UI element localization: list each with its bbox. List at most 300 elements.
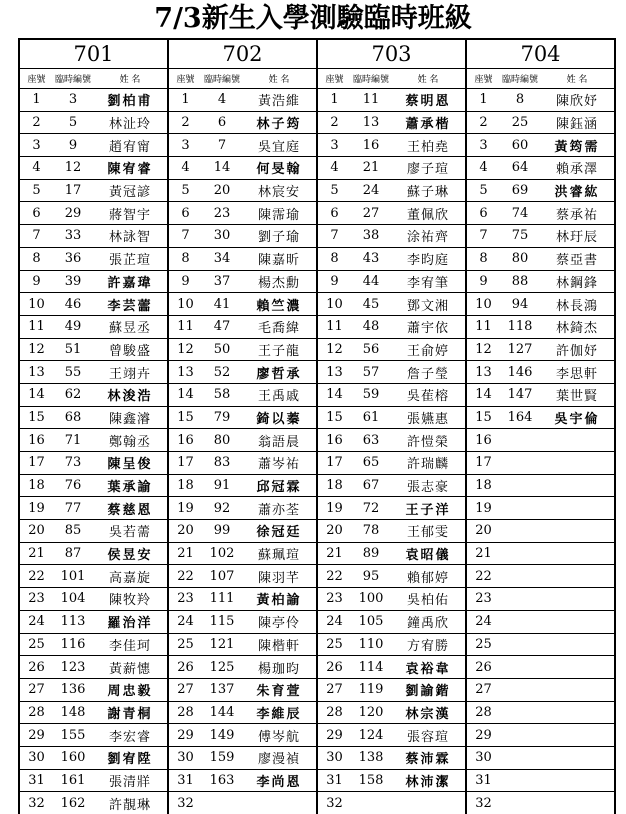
- temp-id: 21: [351, 157, 391, 180]
- page-title: 7/3新生入學測驗臨時班級: [154, 3, 472, 34]
- temp-id: [500, 633, 540, 656]
- student-name: 羅治洋: [93, 610, 168, 633]
- student-name: 楊杰勳: [242, 270, 317, 293]
- temp-id: 89: [351, 542, 391, 565]
- seat-number: 20: [19, 520, 53, 543]
- student-name: 徐冠廷: [242, 520, 317, 543]
- temp-id: 158: [351, 769, 391, 792]
- seat-number: 30: [466, 746, 500, 769]
- temp-id-header: 臨時編號: [53, 69, 93, 89]
- student-name: 葉世賢: [540, 383, 615, 406]
- temp-id: [500, 565, 540, 588]
- student-name: 謝青桐: [93, 701, 168, 724]
- student-name: 陳欣妤: [540, 89, 615, 112]
- student-name: 劉柏甫: [93, 89, 168, 112]
- student-name: 蕭承楷: [391, 111, 466, 134]
- student-name: 蔡明恩: [391, 89, 466, 112]
- table-row: [19, 89, 615, 112]
- name-header: 姓 名: [391, 69, 466, 89]
- student-name: 廖哲承: [242, 361, 317, 384]
- seat-number: 29: [466, 724, 500, 747]
- temp-id: [351, 792, 391, 814]
- table-row: [19, 202, 615, 225]
- temp-id: 119: [351, 678, 391, 701]
- table-row: [19, 792, 615, 814]
- seat-number: 25: [168, 633, 202, 656]
- seat-header: 座號: [19, 69, 53, 89]
- seat-number: 3: [466, 134, 500, 157]
- seat-number: 12: [19, 338, 53, 361]
- table-row: [19, 769, 615, 792]
- temp-id: 116: [53, 633, 93, 656]
- student-name: [540, 542, 615, 565]
- student-name: 張嬿惠: [391, 406, 466, 429]
- temp-id: 137: [202, 678, 242, 701]
- temp-id: 55: [53, 361, 93, 384]
- student-name: [540, 429, 615, 452]
- seat-number: 10: [19, 293, 53, 316]
- seat-number: 28: [466, 701, 500, 724]
- temp-id: 107: [202, 565, 242, 588]
- temp-id: 48: [351, 315, 391, 338]
- seat-number: 19: [317, 497, 351, 520]
- temp-id: 50: [202, 338, 242, 361]
- table-row: [19, 497, 615, 520]
- seat-number: 18: [168, 474, 202, 497]
- seat-number: 23: [19, 588, 53, 611]
- student-name: [540, 474, 615, 497]
- table-row: [19, 588, 615, 611]
- temp-id-header: 臨時編號: [202, 69, 242, 89]
- seat-number: 1: [168, 89, 202, 112]
- seat-number: 2: [19, 111, 53, 134]
- table-row: [19, 225, 615, 248]
- seat-number: 25: [19, 633, 53, 656]
- student-name: [540, 497, 615, 520]
- temp-id: 80: [202, 429, 242, 452]
- seat-number: 19: [466, 497, 500, 520]
- temp-id: 44: [351, 270, 391, 293]
- temp-id: 118: [500, 315, 540, 338]
- temp-id: 155: [53, 724, 93, 747]
- temp-id: 101: [53, 565, 93, 588]
- temp-id: 74: [500, 202, 540, 225]
- student-name: 洪睿紘: [540, 179, 615, 202]
- table-row: [19, 111, 615, 134]
- temp-id: 113: [53, 610, 93, 633]
- temp-id: 25: [500, 111, 540, 134]
- seat-number: 11: [317, 315, 351, 338]
- temp-id: 94: [500, 293, 540, 316]
- seat-number: 8: [317, 247, 351, 270]
- table-row: [19, 452, 615, 475]
- student-name: 李維辰: [242, 701, 317, 724]
- student-name: [540, 678, 615, 701]
- temp-id: 63: [351, 429, 391, 452]
- seat-number: 2: [466, 111, 500, 134]
- table-row: [19, 746, 615, 769]
- temp-id: 149: [202, 724, 242, 747]
- temp-id: 52: [202, 361, 242, 384]
- seat-number: 11: [168, 315, 202, 338]
- seat-number: 27: [19, 678, 53, 701]
- name-header: 姓 名: [242, 69, 317, 89]
- student-name: 王子龍: [242, 338, 317, 361]
- seat-number: 4: [19, 157, 53, 180]
- temp-id: [500, 542, 540, 565]
- temp-id: 91: [202, 474, 242, 497]
- student-name: 詹子瑩: [391, 361, 466, 384]
- seat-number: 15: [317, 406, 351, 429]
- student-name: [540, 452, 615, 475]
- student-name: 周忠毅: [93, 678, 168, 701]
- seat-number: 27: [466, 678, 500, 701]
- student-name: 蘇子琳: [391, 179, 466, 202]
- table-row: [19, 270, 615, 293]
- seat-number: 17: [19, 452, 53, 475]
- seat-number: 13: [317, 361, 351, 384]
- temp-id: 8: [500, 89, 540, 112]
- seat-number: 9: [317, 270, 351, 293]
- seat-number: 16: [466, 429, 500, 452]
- student-name: 翁語晨: [242, 429, 317, 452]
- table-row: [19, 520, 615, 543]
- temp-id: 146: [500, 361, 540, 384]
- temp-id: 56: [351, 338, 391, 361]
- temp-id: 60: [500, 134, 540, 157]
- table-row: [19, 610, 615, 633]
- table-row: [19, 315, 615, 338]
- temp-id: 88: [500, 270, 540, 293]
- table-row: [19, 293, 615, 316]
- table-row: [19, 474, 615, 497]
- student-name: [540, 588, 615, 611]
- student-name: 涂祐齊: [391, 225, 466, 248]
- temp-id: 83: [202, 452, 242, 475]
- student-name: 賴郁婷: [391, 565, 466, 588]
- temp-id: 47: [202, 315, 242, 338]
- student-name: 賴竺濃: [242, 293, 317, 316]
- temp-id: 160: [53, 746, 93, 769]
- temp-id: 34: [202, 247, 242, 270]
- temp-id: 127: [500, 338, 540, 361]
- student-name: 陳楷軒: [242, 633, 317, 656]
- temp-id: 75: [500, 225, 540, 248]
- temp-id: 16: [351, 134, 391, 157]
- student-name: 陳呈俊: [93, 452, 168, 475]
- table-row: [19, 565, 615, 588]
- student-name: 蔣智宇: [93, 202, 168, 225]
- seat-number: 5: [466, 179, 500, 202]
- temp-id: 148: [53, 701, 93, 724]
- seat-number: 16: [317, 429, 351, 452]
- temp-id: 57: [351, 361, 391, 384]
- temp-id: 33: [53, 225, 93, 248]
- student-name: 蕭岑祐: [242, 452, 317, 475]
- seat-number: 32: [168, 792, 202, 814]
- student-name: 蘇珮瑄: [242, 542, 317, 565]
- student-name: 林鋼鋒: [540, 270, 615, 293]
- temp-id: 115: [202, 610, 242, 633]
- seat-number: 28: [168, 701, 202, 724]
- student-name: [540, 520, 615, 543]
- student-name: 何旻翰: [242, 157, 317, 180]
- student-name: 張志豪: [391, 474, 466, 497]
- student-name: 董佩欣: [391, 202, 466, 225]
- seat-number: 12: [466, 338, 500, 361]
- temp-id: 20: [202, 179, 242, 202]
- temp-id: 73: [53, 452, 93, 475]
- seat-header: 座號: [168, 69, 202, 89]
- seat-number: 31: [168, 769, 202, 792]
- temp-id: 17: [53, 179, 93, 202]
- seat-header: 座號: [466, 69, 500, 89]
- seat-number: 28: [19, 701, 53, 724]
- student-name: 吳萑榕: [391, 383, 466, 406]
- temp-id: 9: [53, 134, 93, 157]
- seat-number: 18: [19, 474, 53, 497]
- student-name: 陳宥睿: [93, 157, 168, 180]
- temp-id: 67: [351, 474, 391, 497]
- student-name: 王禹戚: [242, 383, 317, 406]
- temp-id: 123: [53, 656, 93, 679]
- student-name: 蔡承祐: [540, 202, 615, 225]
- temp-id: 6: [202, 111, 242, 134]
- seat-number: 29: [168, 724, 202, 747]
- student-name: 林沚玲: [93, 111, 168, 134]
- seat-number: 10: [168, 293, 202, 316]
- student-name: 葉承諭: [93, 474, 168, 497]
- temp-id: 76: [53, 474, 93, 497]
- student-name: 陳亭伶: [242, 610, 317, 633]
- temp-id: 161: [53, 769, 93, 792]
- temp-id: 136: [53, 678, 93, 701]
- temp-id: 120: [351, 701, 391, 724]
- temp-id: 61: [351, 406, 391, 429]
- seat-number: 14: [466, 383, 500, 406]
- temp-id: [202, 792, 242, 814]
- name-header: 姓 名: [93, 69, 168, 89]
- temp-id: 85: [53, 520, 93, 543]
- student-name: 許愷榮: [391, 429, 466, 452]
- student-name: 許伽妤: [540, 338, 615, 361]
- temp-id: 30: [202, 225, 242, 248]
- table-row: [19, 678, 615, 701]
- seat-number: 19: [19, 497, 53, 520]
- seat-number: 30: [19, 746, 53, 769]
- table-row: [19, 338, 615, 361]
- seat-number: 31: [19, 769, 53, 792]
- student-name: 陳嘉昕: [242, 247, 317, 270]
- temp-id: [500, 588, 540, 611]
- student-name: 陳霈瑜: [242, 202, 317, 225]
- seat-number: 3: [19, 134, 53, 157]
- seat-number: 29: [19, 724, 53, 747]
- seat-number: 25: [466, 633, 500, 656]
- seat-number: 15: [19, 406, 53, 429]
- temp-id: 164: [500, 406, 540, 429]
- student-name: 曾駿盛: [93, 338, 168, 361]
- temp-id: 39: [53, 270, 93, 293]
- student-name: 陳羽芊: [242, 565, 317, 588]
- temp-id: 78: [351, 520, 391, 543]
- temp-id: 162: [60, 795, 86, 811]
- seat-number: 1: [19, 89, 53, 112]
- temp-id: 87: [53, 542, 93, 565]
- seat-number: 30: [317, 746, 351, 769]
- student-name: 林浚浩: [93, 383, 168, 406]
- temp-id: 163: [202, 769, 242, 792]
- seat-number: 22: [466, 565, 500, 588]
- seat-number: 27: [317, 678, 351, 701]
- seat-number: 12: [168, 338, 202, 361]
- temp-id: 29: [53, 202, 93, 225]
- temp-id: 138: [351, 746, 391, 769]
- temp-id: 38: [351, 225, 391, 248]
- seat-number: 32: [317, 792, 351, 814]
- student-name: 林長鴻: [540, 293, 615, 316]
- seat-number: 19: [168, 497, 202, 520]
- student-name: 方宥勝: [391, 633, 466, 656]
- seat-number: 28: [317, 701, 351, 724]
- temp-id: 41: [202, 293, 242, 316]
- student-name: 劉宥陞: [93, 746, 168, 769]
- student-name: 王郁雯: [391, 520, 466, 543]
- student-name: [391, 792, 466, 814]
- seat-number: 6: [317, 202, 351, 225]
- table-row: [19, 157, 615, 180]
- student-name: 許嘉瑋: [93, 270, 168, 293]
- seat-number: 1: [466, 89, 500, 112]
- temp-id: 62: [53, 383, 93, 406]
- student-name: [540, 746, 615, 769]
- temp-id: 13: [351, 111, 391, 134]
- temp-id: 5: [53, 111, 93, 134]
- seat-number: 17: [168, 452, 202, 475]
- temp-id: 46: [53, 293, 93, 316]
- table-row: [19, 383, 615, 406]
- seat-number: 31: [317, 769, 351, 792]
- temp-id: [500, 520, 540, 543]
- temp-id: 51: [53, 338, 93, 361]
- seat-number: 2: [317, 111, 351, 134]
- seat-number: 9: [19, 270, 53, 293]
- temp-id-header: 臨時編號: [500, 69, 540, 89]
- temp-id: 36: [53, 247, 93, 270]
- seat-number: 7: [466, 225, 500, 248]
- seat-number: 24: [466, 610, 500, 633]
- seat-number: 23: [317, 588, 351, 611]
- temp-id: 14: [202, 157, 242, 180]
- temp-id: 125: [202, 656, 242, 679]
- student-name: 蕭亦荃: [242, 497, 317, 520]
- student-name: 袁昭儀: [391, 542, 466, 565]
- student-name: 楊珈昀: [242, 656, 317, 679]
- seat-number: 21: [317, 542, 351, 565]
- student-name: 蔡沛霖: [391, 746, 466, 769]
- temp-id: 114: [351, 656, 391, 679]
- temp-id: [500, 429, 540, 452]
- student-name: 張容瑄: [391, 724, 466, 747]
- student-name: 李芸蘦: [93, 293, 168, 316]
- temp-id: 100: [351, 588, 391, 611]
- table-row: [19, 179, 615, 202]
- student-name: [540, 565, 615, 588]
- student-name: 陳鑫濬: [93, 406, 168, 429]
- student-name: 邱冠霖: [242, 474, 317, 497]
- temp-id: 159: [202, 746, 242, 769]
- seat-number: 17: [317, 452, 351, 475]
- column-header-row: [19, 69, 615, 89]
- table-row: [19, 134, 615, 157]
- seat-number: 32: [466, 792, 500, 814]
- seat-number: 21: [466, 542, 500, 565]
- temp-id: 49: [53, 315, 93, 338]
- table-row: [19, 724, 615, 747]
- seat-number: 15: [466, 406, 500, 429]
- table-row: [19, 429, 615, 452]
- student-name: 鐘禹欣: [391, 610, 466, 633]
- student-name: 林宸安: [242, 179, 317, 202]
- seat-number: 3: [168, 134, 202, 157]
- class-name: 701: [19, 39, 168, 69]
- table-row: [19, 542, 615, 565]
- temp-id: 7: [202, 134, 242, 157]
- temp-id: 104: [53, 588, 93, 611]
- student-name: [540, 769, 615, 792]
- temp-id: 58: [202, 383, 242, 406]
- class-name: 702: [168, 39, 317, 69]
- temp-id-header: 臨時編號: [351, 69, 391, 89]
- temp-id: 105: [351, 610, 391, 633]
- seat-number: 24: [168, 610, 202, 633]
- temp-id: 111: [202, 588, 242, 611]
- seat-number: 32: [19, 792, 53, 814]
- student-name: 高嘉旋: [93, 565, 168, 588]
- seat-number: 30: [168, 746, 202, 769]
- temp-id: 72: [351, 497, 391, 520]
- seat-number: 8: [19, 247, 53, 270]
- seat-number: 6: [168, 202, 202, 225]
- student-name: 賴承澤: [540, 157, 615, 180]
- seat-number: 11: [19, 315, 53, 338]
- seat-number: 13: [19, 361, 53, 384]
- temp-id: 3: [53, 89, 93, 112]
- temp-id: 69: [500, 179, 540, 202]
- temp-id: 64: [500, 157, 540, 180]
- seat-number: 9: [466, 270, 500, 293]
- seat-number: 22: [168, 565, 202, 588]
- seat-number: 26: [317, 656, 351, 679]
- student-name: 林宗漢: [391, 701, 466, 724]
- seat-number: 4: [317, 157, 351, 180]
- temp-id: 27: [351, 202, 391, 225]
- student-name: 毛喬緯: [242, 315, 317, 338]
- temp-id: 124: [351, 724, 391, 747]
- temp-id: [500, 678, 540, 701]
- temp-id: 95: [351, 565, 391, 588]
- seat-number: 20: [168, 520, 202, 543]
- seat-number: 5: [168, 179, 202, 202]
- temp-id: [500, 769, 540, 792]
- seat-number: 7: [317, 225, 351, 248]
- student-name: 李佳珂: [93, 633, 168, 656]
- temp-id: 23: [202, 202, 242, 225]
- student-name: 林子筠: [242, 111, 317, 134]
- table-row: [19, 406, 615, 429]
- temp-id: 11: [351, 89, 391, 112]
- student-name: 黃柏諭: [242, 588, 317, 611]
